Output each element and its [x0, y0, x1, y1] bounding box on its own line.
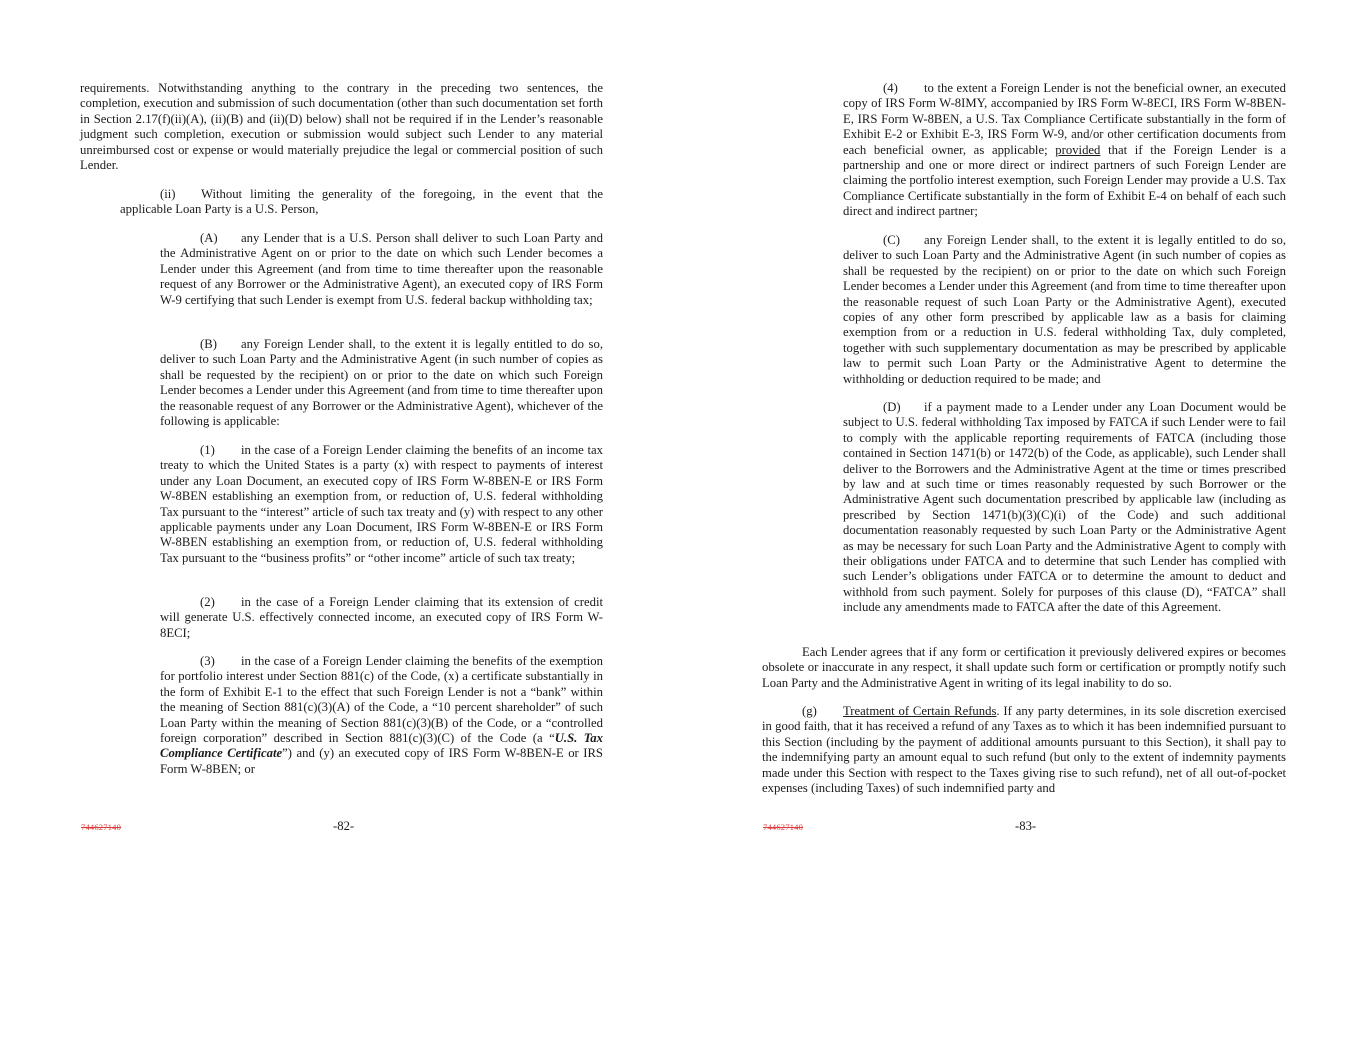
page-82	[0, 0, 682, 1055]
paragraph-B: (B) any Foreign Lender shall, to the extent it is legally entitled to do so, deliver to such Loan Party and the Administrative Agent (in such number of copies as shall be requested by the recipient) on or prior to the date on which such Foreign Lender becomes a Lender under this Agreement (and from time to time thereafter upon the reasonable request of any Borrower or the Administrative Agent), whichever of the following is applicable:	[160, 337, 603, 429]
paragraph-1: (1) in the case of a Foreign Lender claiming the benefits of an income tax treaty to which the United States is a party (x) with respect to payments of interest under any Loan Document, an executed copy of IRS Form W-8BEN-E or IRS Form W-8BEN establishing an exemption from, or reduction of, U.S. federal withholding Tax pursuant to the “interest” article of such tax treaty and (y) with respect to any other applicable payments under any Loan Document, IRS Form W-8BEN-E or IRS Form W-8BEN establishing an exemption from, or reduction of, U.S. federal withholding Tax pursuant to the “business profits” or “other income” article of such tax treaty;	[160, 443, 604, 565]
clause-label: (1)	[200, 443, 215, 457]
clause-label: (ii)	[160, 187, 176, 201]
page-number: -82-	[333, 819, 355, 833]
clause-label: (2)	[200, 595, 215, 609]
clause-label: (B)	[200, 337, 217, 351]
paragraph-A: (A) any Lender that is a U.S. Person shall deliver to such Loan Party and the Administrative Agent on or prior to the date on which such Lender becomes a Lender under this Agreement (and from time to time thereafter upon the reasonable request of any Borrower or the Administrative Agent), an executed copy of IRS Form W-9 certifying that such Lender is exempt from U.S. federal backup withholding tax;	[160, 231, 603, 307]
clause-label: (A)	[200, 231, 218, 245]
paragraph-D: (D) if a payment made to a Lender under any Loan Document would be subject to U.S. federal withholding Tax imposed by FATCA if such Lender were to fail to comply with the applicable reporting requirements of FATCA (including those contained in Section 1471(b) or 1472(b) of the Code, as applicable), such Lender shall deliver to the Borrowers and the Administrative Agent at the time or times prescribed by law and at such time or times reasonably requested by such Borrower or the Administrative Agent such documentation prescribed by applicable law (including as prescribed by Section 1471(b)(3)(C)(i) of the Code) and such additional documentation reasonably requested by such Loan Party or the Administrative Agent as may be necessary for such Loan Party and the Administrative Agent to comply with their obligations under FATCA and to determine that such Lender has complied with such Lender’s obligations under FATCA or to determine the amount to deduct and withhold from such payment. Solely for purposes of this clause (D), “FATCA” shall include any amendments made to FATCA after the date of this Agreement.	[843, 400, 1286, 615]
paragraph-3: (3) in the case of a Foreign Lender claiming the benefits of the exemption for portfolio interest under Section 881(c) of the Code, (x) a certificate substantially in the form of Exhibit E-1 to the effect that such Foreign Lender is not a “bank” within the meaning of Section 881(c)(3)(A) of the Code, a “10 percent shareholder” of such Loan Party within the meaning of Section 881(c)(3)(B) of the Code, or a “controlled foreign corporation” described in Section 881(c)(3)(C) of the Code (a “U.S. Tax Compliance Certificate”) and (y) an executed copy of IRS Form W-8BEN-E or IRS Form W-8BEN; or	[160, 654, 603, 776]
section-heading: Treatment of Certain Refunds	[843, 704, 997, 718]
document-id: 744627140	[81, 822, 122, 832]
paragraph-requirements: requirements. Notwithstanding anything to the contrary in the preceding two sentences, the completion, execution and submission of such documentation (other than such documentation set forth in Section 2.17(f)(ii)(A), (ii)(B) and (ii)(D) below) shall not be required if in the Lender’s reasonable judgment such completion, execution or submission would subject such Lender to any material unreimbursed cost or expense or would materially prejudice the legal or commercial position of such Lender.	[80, 81, 603, 173]
provided-term: provided	[1055, 142, 1101, 157]
clause-label: (D)	[883, 400, 901, 414]
page-number: -83-	[1015, 819, 1037, 833]
paragraph-each-lender: Each Lender agrees that if any form or certification it previously delivered expires or becomes obsolete or inaccurate in any respect, it shall update such form or certification or promptly notify such Loan Party and the Administrative Agent in writing of its legal inability to do so.	[762, 645, 1286, 690]
paragraph-C: (C) any Foreign Lender shall, to the extent it is legally entitled to do so, deliver to such Loan Party and the Administrative Agent (in such number of copies as shall be requested by the recipient) on or prior to the date on which such Foreign Lender becomes a Lender under this Agreement (and from time to time thereafter upon the reasonable request of such Loan Party or the Administrative Agent), executed copies of any other form prescribed by applicable law as a basis for claiming exemption from or a reduction in U.S. federal withholding Tax, duly completed, together with such supplementary documentation as may be prescribed by applicable law to permit such Loan Party or the Administrative Agent to determine the withholding or deduction required to be made; and	[843, 233, 1286, 386]
paragraph-g: (g) Treatment of Certain Refunds. If any party determines, in its sole discretion exercised in good faith, that it has received a refund of any Taxes as to which it has been indemnified pursuant to this Section (including by the payment of additional amounts pursuant to this Section), it shall pay to the indemnifying party an amount equal to such refund (but only to the extent of indemnity payments made under this Section with respect to the Taxes giving rise to such refund), net of all out-of-pocket expenses (including Taxes) of such indemnified party and	[762, 704, 1286, 796]
paragraph-2: (2) in the case of a Foreign Lender claiming that its extension of credit will generate U.S. effectively connected income, an executed copy of IRS Form W-8ECI;	[160, 595, 603, 640]
clause-label: (3)	[200, 654, 215, 668]
clause-label: (g)	[802, 704, 817, 718]
defined-term: U.S. Tax Compliance Certificate	[160, 731, 603, 761]
paragraph-4: (4) to the extent a Foreign Lender is not the beneficial owner, an executed copy of IRS Form W-8IMY, accompanied by IRS Form W-8ECI, IRS Form W-8BEN-E, IRS Form W-8BEN, a U.S. Tax Compliance Certificate substantially in the form of Exhibit E-2 or Exhibit E-3, IRS Form W-9, and/or other certification documents from each beneficial owner, as applicable; provided that if the Foreign Lender is a partnership and one or more direct or indirect partners of such Foreign Lender are claiming the portfolio interest exemption, such Foreign Lender may provide a U.S. Tax Compliance Certificate substantially in the form of Exhibit E-4 on behalf of each such direct and indirect partner;	[843, 81, 1286, 219]
clause-label: (C)	[883, 233, 900, 247]
document-id: 744627140	[763, 822, 804, 832]
page-83	[682, 0, 1365, 1055]
paragraph-ii: (ii) Without limiting the generality of the foregoing, in the event that the applicable Loan Party is a U.S. Person,	[120, 187, 603, 217]
clause-label: (4)	[883, 81, 898, 95]
